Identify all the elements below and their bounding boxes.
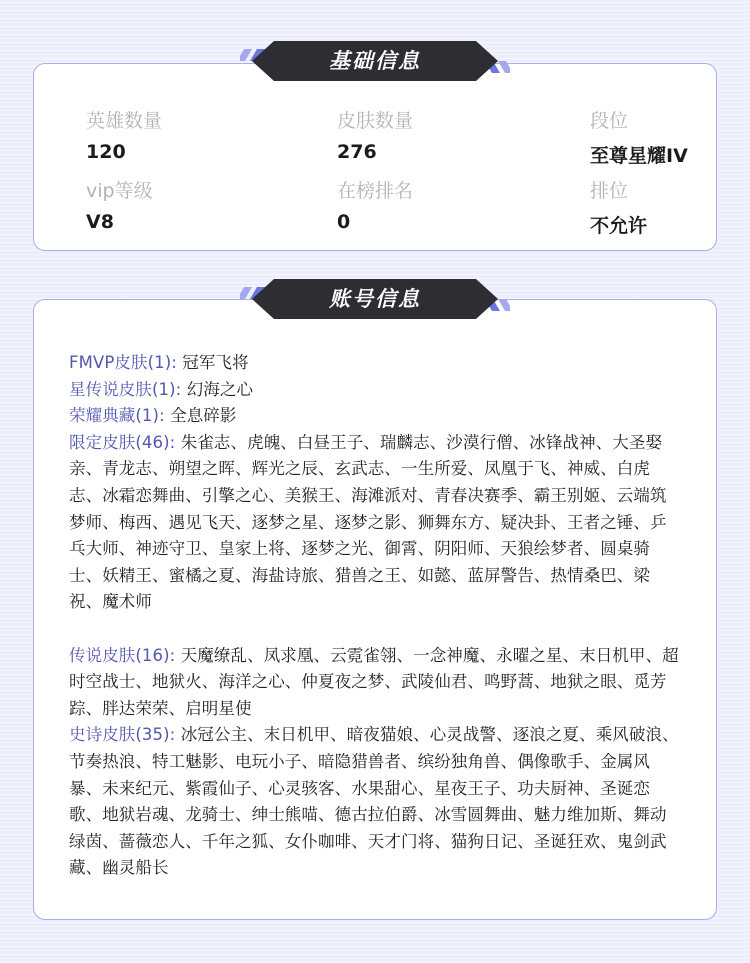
stat-rank-tier xyxy=(590,106,688,168)
stat-label: 排位 xyxy=(590,180,629,202)
skin-items: 天魔缭乱、凤求凰、云霓雀翎、一念神魔、永曜之星、末日机甲、超时空战士、地狱火、海洋之心、仲夏夜之梦、武陵仙君、鸣野蒿、地狱之眼、觅芳踪、胖达荣荣、启明星使 xyxy=(69,645,679,718)
stat-label: 在榜排名 xyxy=(337,180,414,202)
skin-items: 冠军飞将 xyxy=(182,353,249,372)
stat-label: 皮肤数量 xyxy=(337,110,414,132)
stat-label: 段位 xyxy=(590,110,629,132)
stat-ranked-play xyxy=(590,176,647,238)
skin-group-fmvp xyxy=(69,350,679,377)
skin-list xyxy=(69,350,679,882)
skin-items: 幻海之心 xyxy=(186,379,254,399)
skin-group-epic xyxy=(69,722,679,882)
stat-leaderboard-rank xyxy=(337,176,413,233)
stat-value: 0 xyxy=(337,211,351,233)
basic-info-card xyxy=(33,63,717,251)
skin-category-label: 限定皮肤(46): xyxy=(69,432,176,452)
skin-category-label: 史诗皮肤(35): xyxy=(69,725,176,745)
account-info-card xyxy=(33,299,717,920)
skin-category-label: 传说皮肤(16): xyxy=(69,645,176,665)
stat-value: 至尊星耀IV xyxy=(590,145,688,167)
section-title: 账号信息 xyxy=(329,287,421,311)
skin-category-label: 星传说皮肤(1): xyxy=(69,379,182,399)
stat-value: 不允许 xyxy=(590,215,648,237)
section-title: 基础信息 xyxy=(329,49,421,73)
skin-category-label: 荣耀典藏(1): xyxy=(69,406,165,426)
section-header-basic xyxy=(240,38,510,84)
skin-group-legend xyxy=(69,643,679,723)
skin-items: 朱雀志、虎魄、白昼王子、瑞麟志、沙漠行僧、冰锋战神、大圣娶亲、青龙志、朔望之晖、辉光之辰、玄武志、一生所爱、凤凰于飞、神威、白虎志、冰霜恋舞曲、引擎之心、美猴王、海滩派对、青春决赛季、霸王别姬、云端筑梦师、梅西、遇见飞天、逐梦之星、逐梦之影、狮舞东方、疑决卦、王者之锤、乒乓大师、神迹守卫、皇家上将、逐梦之光、御霄、阴阳师、天狼绘梦者、圆桌骑士、妖精王、蜜橘之夏、海盐诗旅、猎兽之王、如懿、蓝屏警告、热情桑巴、梁祝、魔术师 xyxy=(69,432,667,612)
stat-hero-count xyxy=(86,106,162,163)
skin-category-label: FMVP皮肤(1): xyxy=(69,353,177,372)
skin-group-star-legend xyxy=(69,377,679,404)
stat-value: 120 xyxy=(86,141,126,163)
skin-group-glory-collection xyxy=(69,403,679,430)
skin-items: 全息碎影 xyxy=(170,406,237,426)
stat-label: 英雄数量 xyxy=(86,110,163,132)
stat-value: V8 xyxy=(86,211,114,233)
section-header-account xyxy=(240,276,510,322)
stat-vip-level xyxy=(86,176,153,233)
stat-label: vip等级 xyxy=(86,180,153,202)
skin-items: 冰冠公主、末日机甲、暗夜猫娘、心灵战警、逐浪之夏、乘风破浪、节奏热浪、特工魅影、电玩小子、暗隐猎兽者、缤纷独角兽、偶像歌手、金属风暴、未来纪元、紫霞仙子、心灵骇客、水果甜心、星夜王子、功夫厨神、圣诞恋歌、地狱岩魂、龙骑士、绅士熊喵、德古拉伯爵、冰雪圆舞曲、魅力维加斯、舞动绿茵、蔷薇恋人、千年之狐、女仆咖啡、天才门将、猫狗日记、圣诞狂欢、鬼剑武藏、幽灵船长 xyxy=(69,725,679,878)
group-spacer xyxy=(69,616,679,643)
stat-value: 276 xyxy=(337,141,377,163)
stat-skin-count xyxy=(337,106,413,163)
skin-group-limited xyxy=(69,430,679,616)
